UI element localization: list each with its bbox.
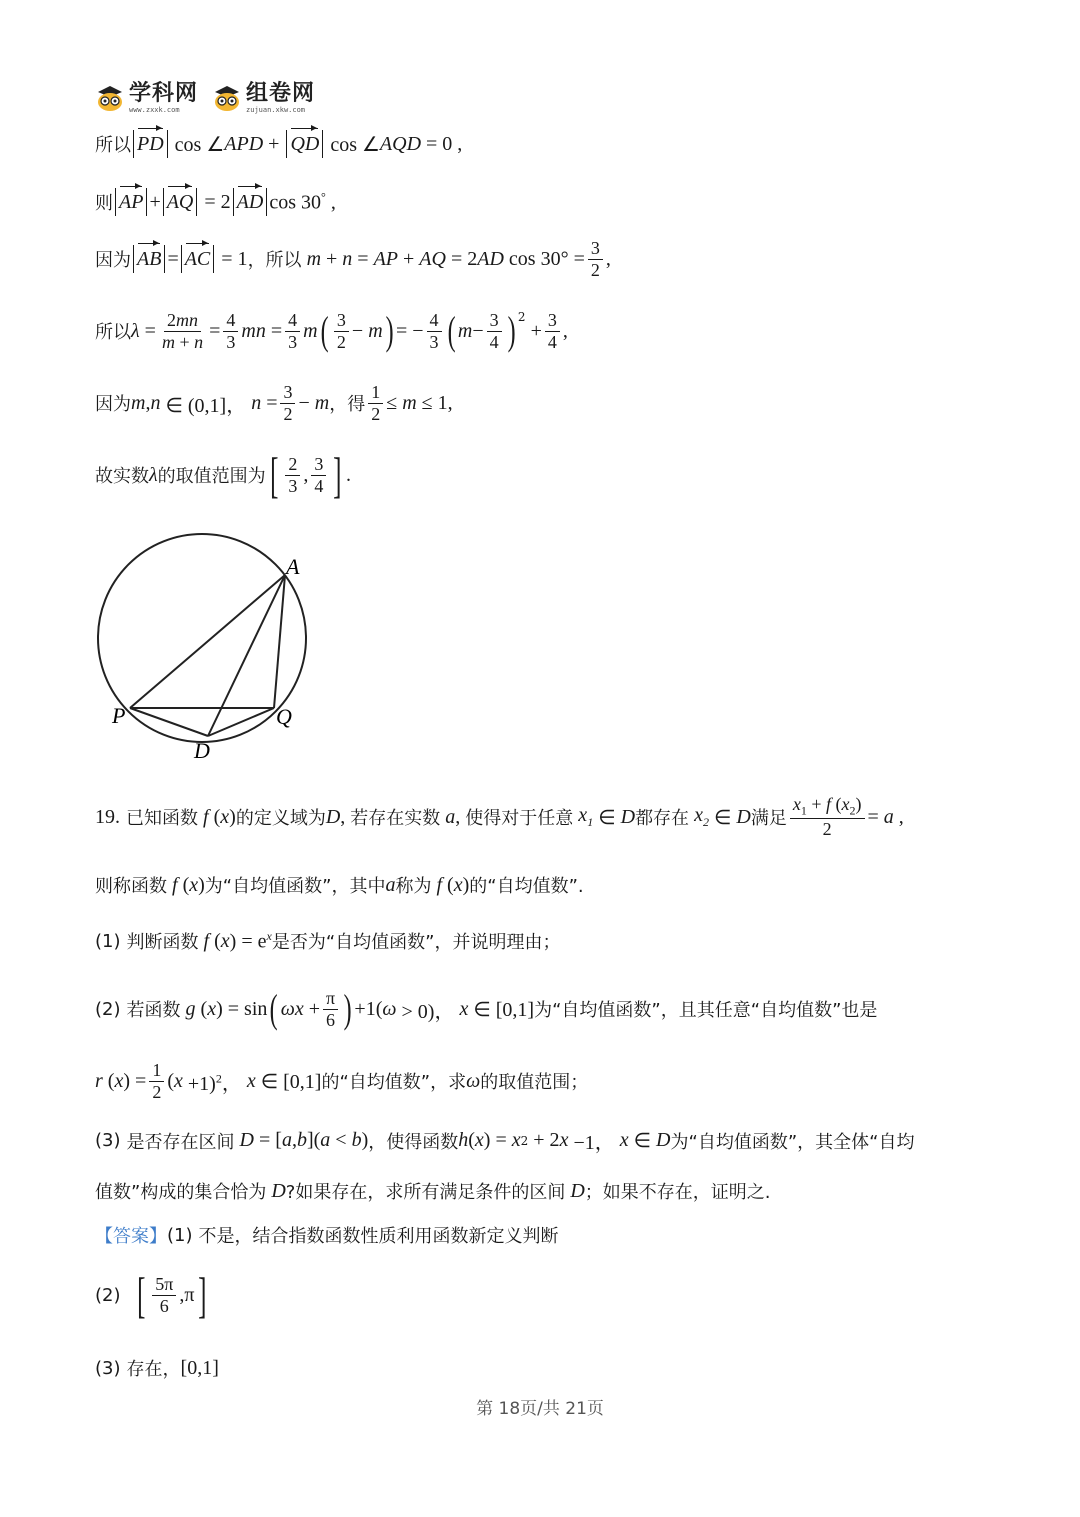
zujuan-logo-name: 组卷网 bbox=[246, 80, 316, 106]
q19-part-2-line-2: r ( x ) = $\frac{1}{2}$ ( x +1)$^2$， x ∈ [0,1] 的“自均值数”，求 ω 的取值范围； bbox=[95, 1060, 589, 1102]
text: 使得对于任意 bbox=[465, 808, 574, 830]
q19-part-2-line-1: (2) 若函数 g ( x ) = sin ( ωx + $\frac{\pi}{6}$ ) +1( ω > 0)， x ∈ [0,1] 为“自均值函数”，且其任意“自均值数”也是 bbox=[95, 986, 878, 1032]
text: 已知函数 bbox=[126, 808, 199, 830]
q19-part-3-line-1: (3) 是否存在区间 D = [ a , b ]( a < b ) ，使得函数 h ( x ) = x 2 + 2 x −1， x ∈ D 为“自均值函数”，其全体“自均 bbox=[95, 1129, 915, 1154]
text: 的“自均值数”，求 bbox=[321, 1072, 467, 1094]
label-q: Q bbox=[276, 704, 292, 729]
text: 判断函数 bbox=[126, 932, 199, 953]
part-label: (3) bbox=[95, 1357, 121, 1379]
text: 则 bbox=[95, 193, 113, 214]
segment-ad bbox=[208, 575, 285, 736]
text: 满足 bbox=[750, 808, 787, 830]
answer-line-2: (2) [ $\frac{5\pi}{6}$ ,π ] bbox=[95, 1267, 207, 1323]
q19-part-1: (1) 判断函数 f ( x ) = $e^x$ 是否为“自均值函数”，并说明理由； bbox=[95, 928, 561, 953]
part-label: (1) bbox=[95, 930, 121, 952]
text: 则称函数 bbox=[95, 876, 167, 897]
text: 的取值范围； bbox=[480, 1072, 589, 1094]
part-label: (3) bbox=[95, 1130, 121, 1151]
text: 故实数 bbox=[95, 466, 149, 487]
text: 存在， bbox=[126, 1359, 181, 1380]
circle-figure bbox=[88, 528, 328, 772]
circle-diagram bbox=[88, 528, 328, 768]
page-footer: 第 18页/共 21页 bbox=[476, 1399, 604, 1419]
text: 所以 bbox=[95, 135, 131, 156]
text: 是否为“自均值函数”，并说明理由； bbox=[271, 932, 561, 953]
circle bbox=[98, 534, 306, 742]
text: 为“自均值函数”，其全体“自均 bbox=[670, 1131, 915, 1153]
label-d: D bbox=[194, 738, 210, 763]
text: 为“自均值函数”，且其任意“自均值数”也是 bbox=[534, 1000, 878, 1022]
header-logos bbox=[95, 78, 315, 118]
text: 若函数 bbox=[126, 1000, 181, 1022]
text: 是否存在区间 bbox=[126, 1131, 235, 1153]
zujuan-logo-url: zujuan.xkw.com bbox=[246, 105, 306, 114]
question-number: 19. bbox=[95, 805, 120, 828]
text: 若存在实数 bbox=[350, 808, 441, 830]
answer-line-1 bbox=[95, 1222, 559, 1248]
text: 不是，结合指数函数性质利用函数新定义判断 bbox=[198, 1226, 559, 1247]
text: 值数”构成的集合恰为 bbox=[95, 1182, 267, 1203]
solution-line-4: 所以 λ = $\frac{2mn}{m + n}$ = $\frac{4}{3}$ mn = $\frac{4}{3}$ m ( $\frac{3}{2}$ − m ) = − $\frac{4}{3}$ ( m − $\frac{3}{4}$ ) $^2$ + $\frac{3}{4}$ , bbox=[95, 308, 568, 354]
label-p: P bbox=[112, 703, 126, 728]
part-label: (2) bbox=[95, 1284, 121, 1306]
q19-part-3-line-2: 值数”构成的集合恰为 D ?如果存在，求所有满足条件的区间 D ；如果不存在，证明之. bbox=[95, 1179, 771, 1203]
part-label: (1) bbox=[167, 1224, 193, 1246]
text: ，所以 bbox=[247, 250, 302, 272]
q19-line-2: 则称函数 f ( x ) 为“自均值函数”，其中 a 称为 f ( x ) 的“自均值数”. bbox=[95, 873, 584, 897]
text: 所以 bbox=[95, 322, 131, 344]
answer-tag: 【答案】 bbox=[95, 1226, 167, 1247]
segment-ap bbox=[130, 575, 285, 708]
zxxk-logo-url: www.zxxk.com bbox=[129, 105, 180, 114]
solution-line-5: 因为 m , n ∈ (0,1]， n = $\frac{3}{2}$ − m ，得 $\frac{1}{2}$ ≤ m ≤ 1, bbox=[95, 382, 453, 424]
solution-line-2: 则 AP + AQ = 2 AD cos 30° , bbox=[95, 189, 336, 214]
text: ，使得函数 bbox=[368, 1131, 459, 1153]
text: 都存在 bbox=[635, 808, 690, 830]
text: ，得 bbox=[329, 394, 366, 416]
q19-line-1: 19. 已知函数 f ( x ) 的定义域为 D , 若存在实数 a , 使得对于任意 $x_1$ ∈ D 都存在 $x_2$ ∈ D 满足 $\frac{x_1 + f (x_2)}{2}$ = a , bbox=[95, 794, 904, 840]
text: 因为 bbox=[95, 394, 131, 416]
text: 的取值范围为 bbox=[157, 466, 266, 487]
text: 的“自均值数”. bbox=[469, 876, 584, 897]
text: ?如果存在，求所有满足条件的区间 bbox=[285, 1182, 566, 1203]
text: 为“自均值函数”，其中 bbox=[204, 876, 386, 897]
text: 称为 bbox=[395, 876, 432, 897]
text: 因为 bbox=[95, 250, 131, 272]
zxxk-logo[interactable] bbox=[95, 80, 199, 114]
solution-line-3: 因为 AB = AC = 1 ，所以 m + n = AP + AQ = 2 AD cos 30° = $\frac{3}{2}$ , bbox=[95, 238, 611, 280]
text: 的定义域为 bbox=[235, 808, 326, 830]
zxxk-logo-name: 学科网 bbox=[129, 80, 199, 106]
label-a: A bbox=[286, 554, 300, 579]
solution-line-6: 故实数 λ 的取值范围为 [ $\frac{2}{3}$ , $\frac{3}{4}$ ] . bbox=[95, 447, 351, 503]
solution-line-1: 所以 PD cos ∠ APD + QD cos ∠ AQD = 0 , bbox=[95, 130, 462, 158]
answer-line-3: (3) 存在， [0,1] bbox=[95, 1356, 219, 1380]
text: ；如果不存在，证明之. bbox=[584, 1182, 771, 1203]
zujuan-logo[interactable] bbox=[212, 80, 316, 114]
owl-icon bbox=[212, 83, 242, 113]
part-label: (2) bbox=[95, 998, 121, 1020]
owl-icon bbox=[95, 83, 125, 113]
